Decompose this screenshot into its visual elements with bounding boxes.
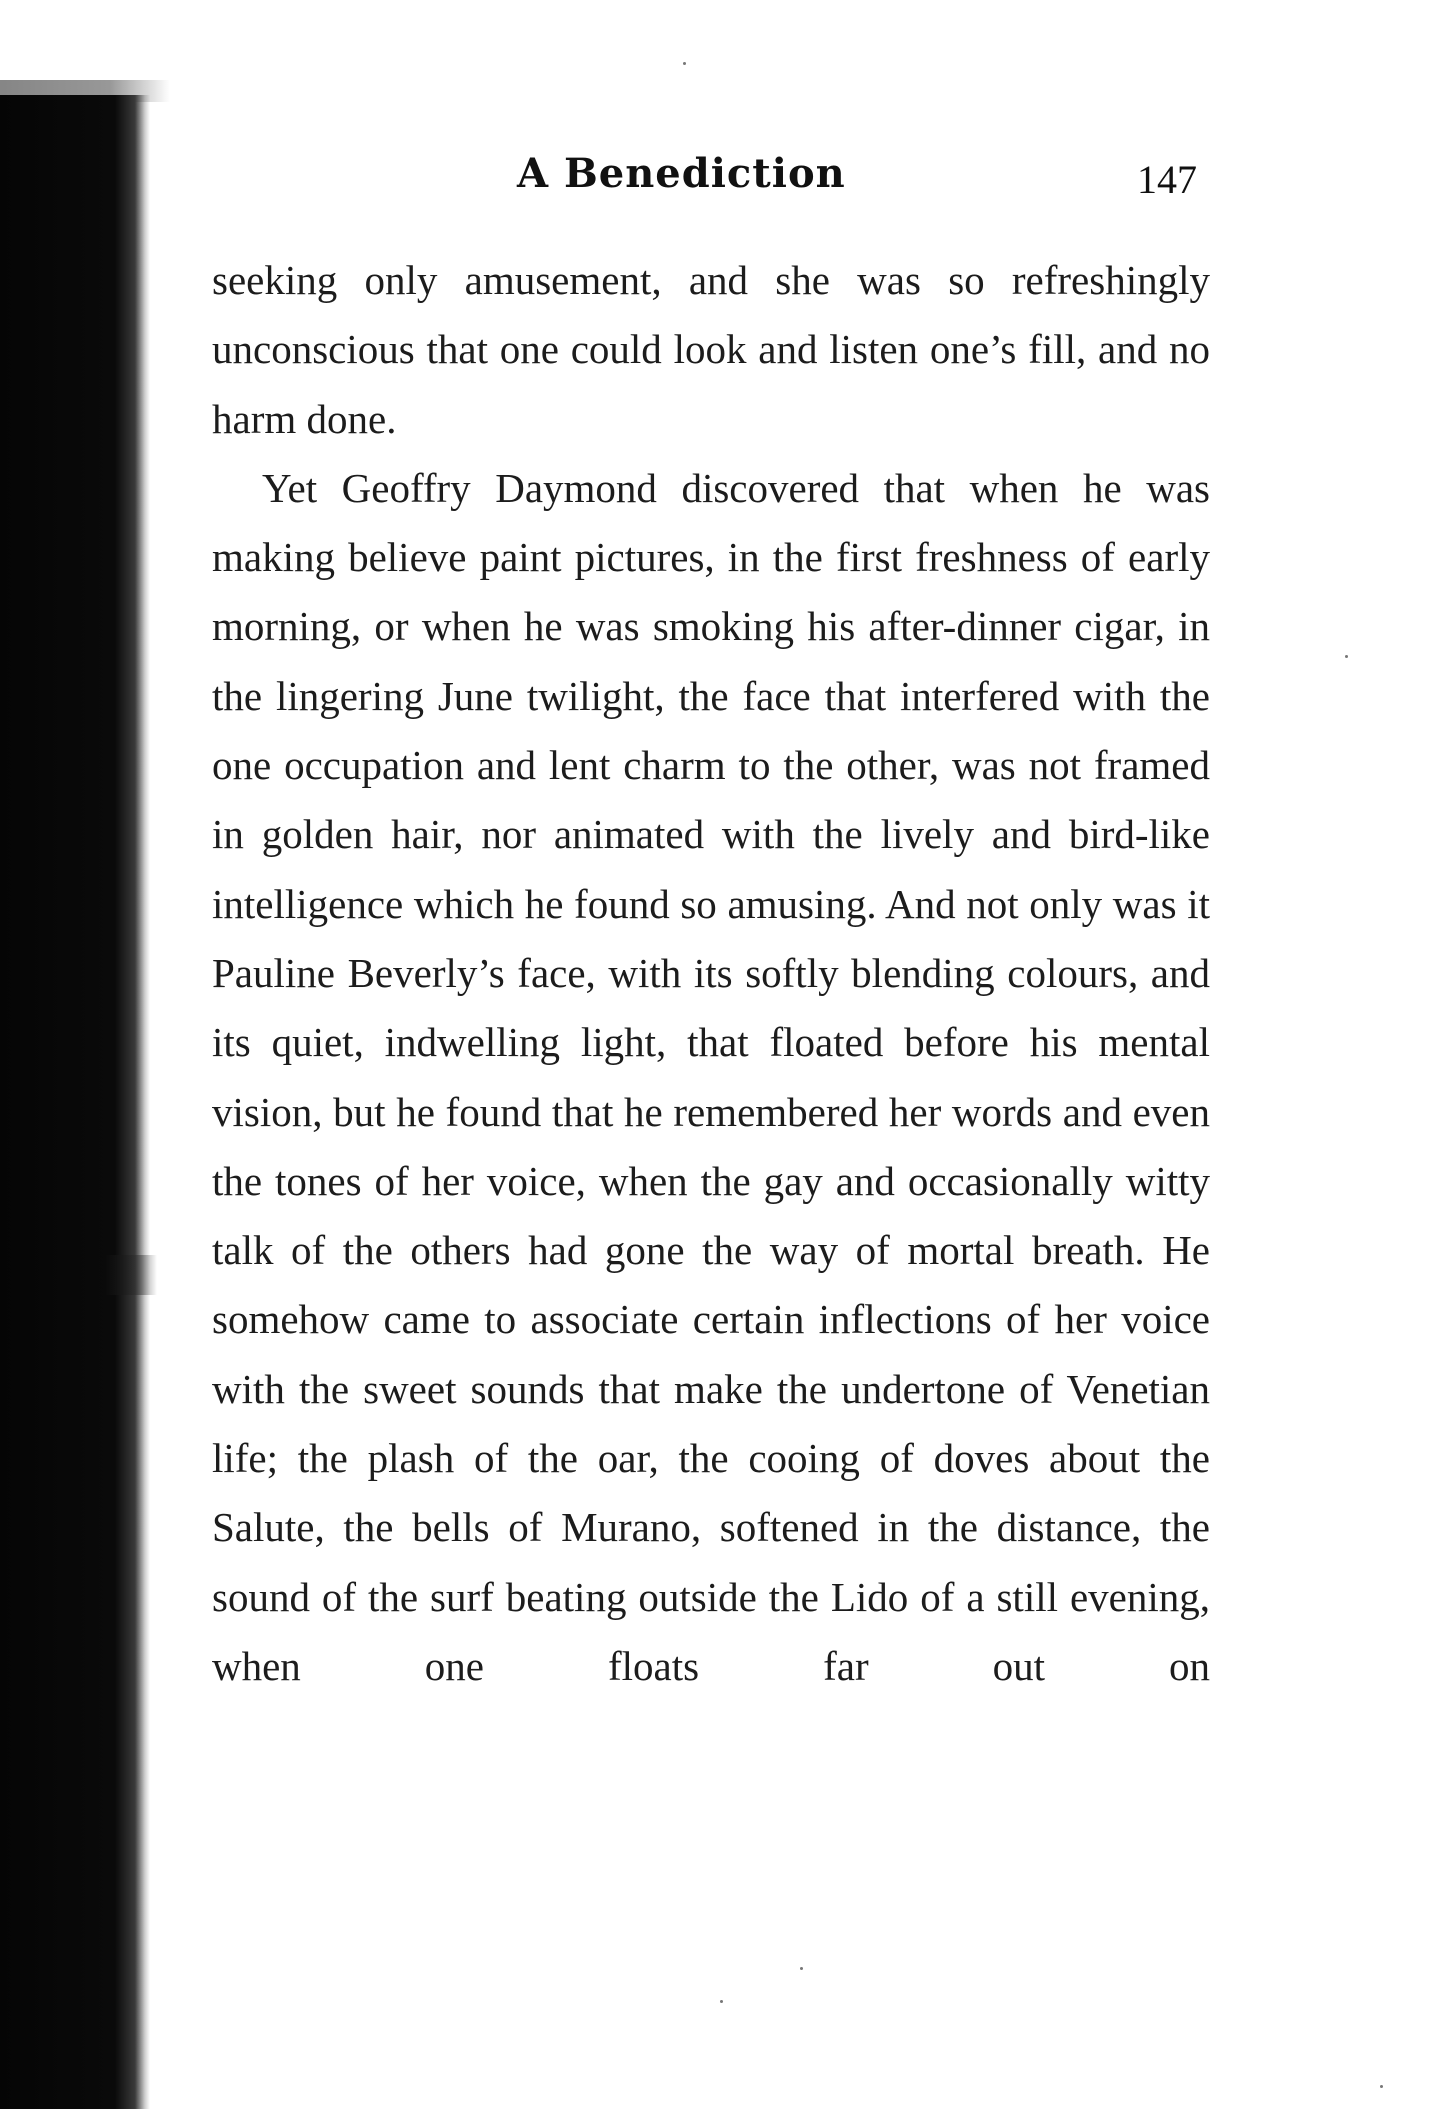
body-text	[212, 246, 1210, 1701]
page-header	[212, 150, 1212, 210]
scan-speck	[800, 1967, 803, 1970]
scan-speck	[683, 62, 686, 65]
binding-shadow-notch	[105, 1255, 157, 1295]
scan-speck	[1345, 655, 1348, 658]
paragraph: Yet Geoffry Daymond discovered that when he was making believe paint pictures, in the first freshness of early morning, or when he was smoking his after-dinner cigar, in the lingering June twilight, the face that interfered with the one occupation and lent charm to the other, was not framed in golden hair, nor animated with the lively and bird-like intelligence which he found so amusing. And not only was it Pauline Beverly’s face, with its softly blending colours, and its quiet, indwelling light, that floated before his mental vision, but he found that he remembered her words and even the tones of her voice, when the gay and occasionally witty talk of the others had gone the way of mortal breath. He somehow came to associate certain inflections of her voice with the sweet sounds that make the undertone of Venetian life; the plash of the oar, the cooing of doves about the Salute, the bells of Murano, softened in the distance, the sound of the surf beating outside the Lido of a still evening, when one floats far out on	[212, 464, 1210, 1689]
running-title: A Benediction	[517, 150, 846, 197]
paragraph: seeking only amusement, and she was so refreshingly unconscious that one could look and listen one’s fill, and no harm done.	[212, 257, 1210, 442]
page-number: 147	[1137, 157, 1197, 202]
scan-speck	[720, 2000, 723, 2003]
scan-speck	[1380, 2085, 1383, 2088]
book-binding-edge	[0, 95, 150, 2109]
